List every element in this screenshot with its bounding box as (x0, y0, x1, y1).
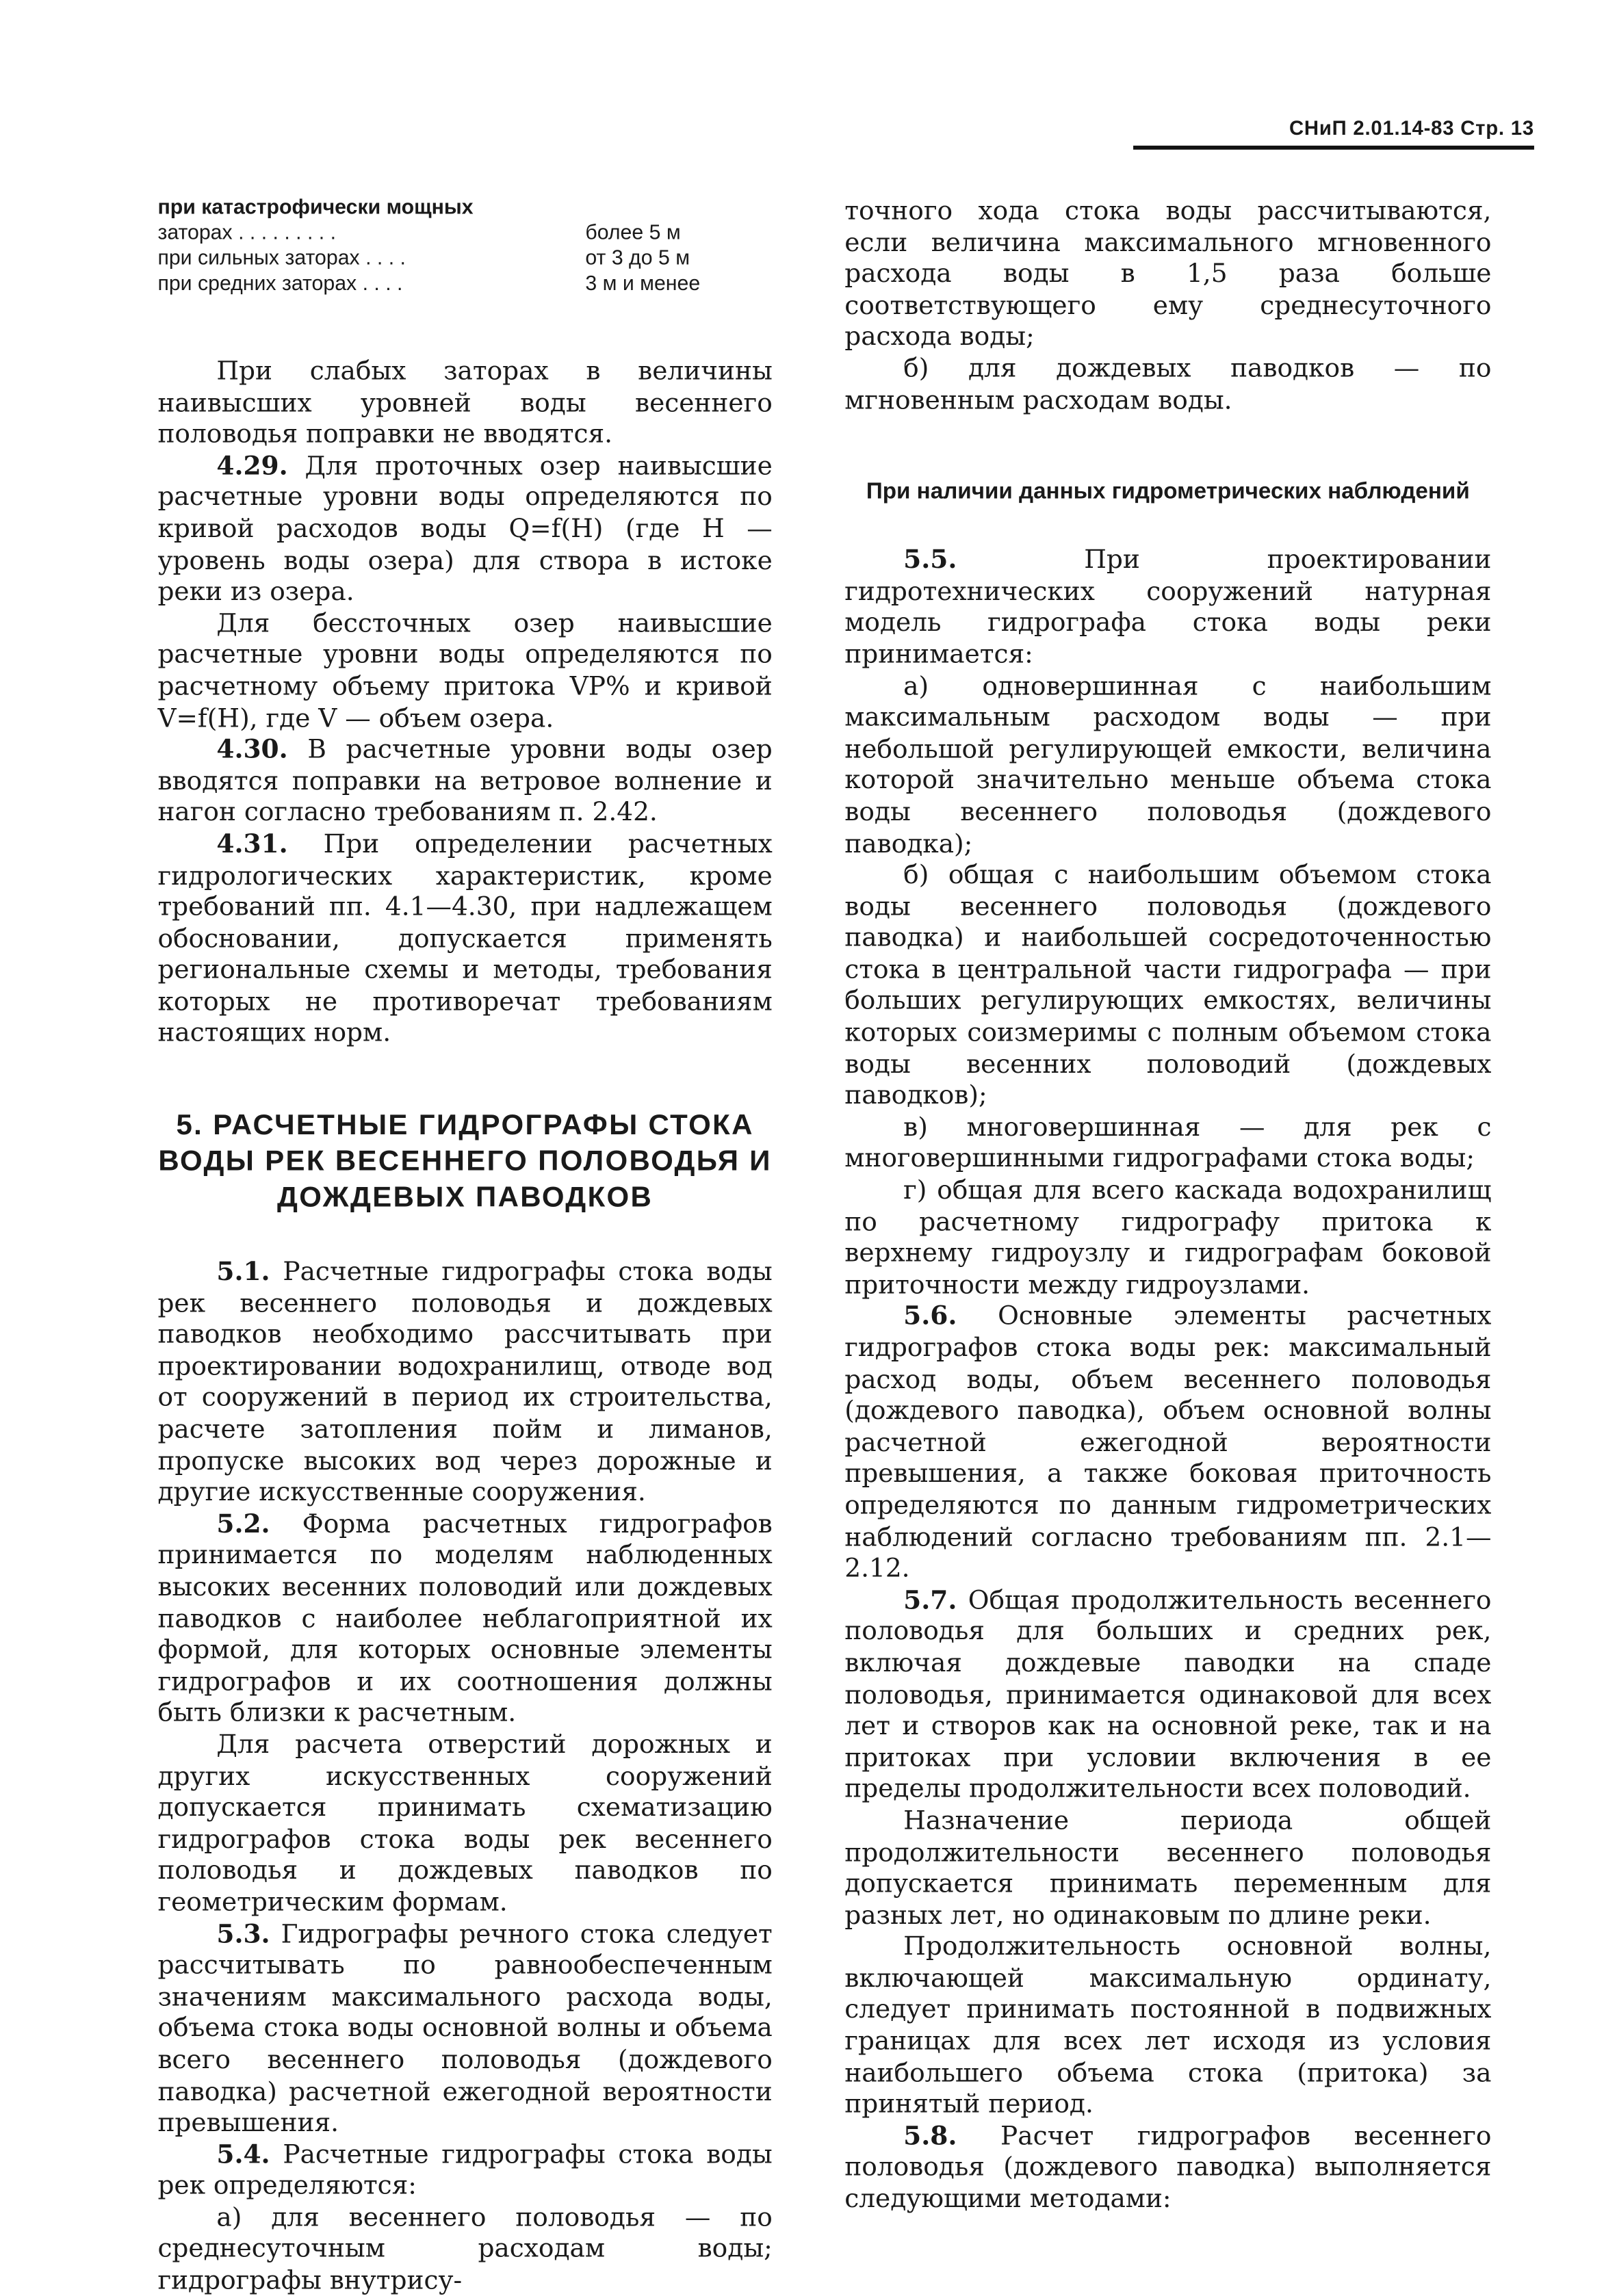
left-column (157, 195, 772, 2296)
right-column (844, 195, 1491, 2215)
paragraph: Для бессточных озер наивысшие расчетные уровни воды определяются по расчетному объему притока VP% и кривой V=f(H), где V — объем озера. (157, 608, 773, 733)
paragraph: точного хода стока воды рассчитываются, если величина максимального мгновенного расхода воды в 1,5 раза больше соответствующего ему среднесуточного расхода воды; (844, 195, 1492, 352)
paragraph: 5.7. Общая продолжительность весеннего половодья для больших и средних рек, включая дождевые паводки на спаде половодья, принимается одинаковой для всех лет и створов как на основной реке, так и на притоках при условии включения в ее пределы продолжительности всех половодий. (844, 1584, 1492, 1805)
paragraph: б) для дождевых паводков — по мгновенным расходам воды. (844, 352, 1492, 415)
subsection-title: При наличии данных гидрометрических наблюдений (866, 478, 1470, 504)
paragraph: б) общая с наибольшим объемом стока воды весеннего половодья (дождевого паводка) и наибольшей сосредоточенностью стока в центральной части гидрографа — при больших регулирующих емкостях, величины которых соизмеримы с полным объемом стока воды весенних половодий (дождевых паводков); (844, 859, 1492, 1111)
paragraph: а) одновершинная с наибольшим максимальным расходом воды — при небольшой регулирующей емкости, величина которой значительно меньше объема стока воды весеннего половодья (дождевого паводка); (844, 670, 1492, 859)
page-header: СНиП 2.01.14-83 Стр. 13 (1133, 118, 1534, 150)
zatory-row: при сильных заторах . . . . от 3 до 5 м (157, 247, 690, 270)
paragraph: Для расчета отверстий дорожных и других искусственных сооружений допускается принимать схематизацию гидрографов стока воды рек весеннего половодья и дождевых паводков по геометрическим формам. (157, 1728, 773, 1918)
paragraph: 4.29. Для проточных озер наивысшие расчетные уровни воды определяются по кривой расходов воды Q=f(H) (где H — уровень воды озера) для створа в истоке реки из озера. (157, 449, 773, 607)
paragraph: 4.31. При определении расчетных гидрологических характеристик, кроме требований пп. 4.1—4.30, при надлежащем обосновании, допускается применять региональные схемы и методы, требования которых не противоречат требованиям настоящих норм. (157, 828, 773, 1048)
zatory-row: при средних заторах . . . . 3 м и менее (157, 272, 701, 296)
zatory-row: при катастрофически мощных (157, 196, 474, 220)
paragraph: 5.5. При проектировании гидротехнических сооружений натурная модель гидрографа стока воды реки принимается: (844, 544, 1492, 670)
section-title: 5. РАСЧЕТНЫЕ ГИДРОГРАФЫ СТОКА ВОДЫ РЕК ВЕСЕННЕГО ПОЛОВОДЬЯ И ДОЖДЕВЫХ ПАВОДКОВ (158, 1109, 772, 1214)
paragraph: а) для весеннего половодья — по среднесуточным расходам воды; гидрографы внутрису- (157, 2202, 773, 2296)
paragraph: в) многовершинная — для рек с многовершинными гидрографами стока воды; (844, 1111, 1492, 1174)
paragraph: 5.6. Основные элементы расчетных гидрографов стока воды рек: максимальный расход воды, объем весеннего половодья (дождевого паводка), объем основной волны расчетной ежегодной вероятности превышения, а также боковая приточность определяются по данным гидрометрических наблюдений согласно требованиям пп. 2.1—2.12. (844, 1300, 1492, 1584)
paragraph: 5.2. Форма расчетных гидрографов принимается по моделям наблюденных высоких весенних половодий или дождевых паводков с наиболее неблагоприятной их формой, для которых основные элементы гидрографов и их соотношения должны быть близки к расчетным. (157, 1508, 773, 1728)
paragraph: 5.8. Расчет гидрографов весеннего половодья (дождевого паводка) выполняется следующими методами: (844, 2119, 1492, 2215)
paragraph: 4.30. В расчетные уровни воды озер вводятся поправки на ветровое волнение и нагон согласно требованиям п. 2.42. (157, 733, 773, 828)
paragraph: 5.4. Расчетные гидрографы стока воды рек определяются: (157, 2138, 773, 2201)
paragraph: 5.3. Гидрографы речного стока следует рассчитывать по равнообеспеченным значениям максимального расхода воды, объема стока воды основной волны и объема всего весеннего половодья (дождевого паводка) расчетной ежегодной вероятности превышения. (157, 1918, 773, 2138)
paragraph: Продолжительность основной волны, включающей максимальную ординату, следует принимать постоянной в подвижных границах для всех лет исходя из условия наибольшего объема стока (притока) за принятый период. (844, 1931, 1492, 2119)
paragraph: г) общая для всего каскада водохранилищ по расчетному гидрографу притока к верхнему гидроузлу и гидрографам боковой приточности между гидроузлами. (844, 1174, 1492, 1300)
paragraph: При слабых заторах в величины наивысших уровней воды весеннего половодья поправки не вводятся. (157, 355, 773, 449)
zatory-row: заторах . . . . . . . . . более 5 м (157, 222, 681, 245)
paragraph: Назначение периода общей продолжительности весеннего половодья допускается принимать переменным для разных лет, но одинаковым по длине реки. (844, 1805, 1492, 1931)
zatory-table (157, 195, 719, 296)
paragraph: 5.1. Расчетные гидрографы стока воды рек весеннего половодья и дождевых паводков необходимо рассчитывать при проектировании водохранилищ, отводе вод от сооружений в период их строительства, расчете затопления пойм и лиманов, пропуске высоких вод через дорожные и другие искусственные сооружения. (157, 1255, 773, 1508)
